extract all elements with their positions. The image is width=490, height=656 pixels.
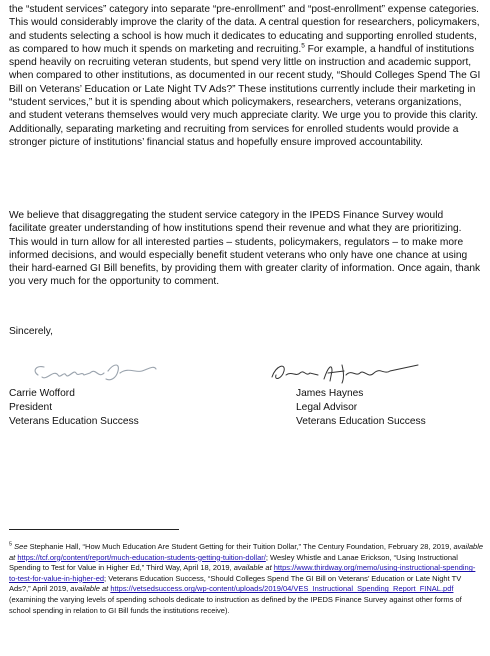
signer-block-haynes [296,387,426,429]
closing: Sincerely, [9,326,53,337]
paragraph-1 [9,3,481,149]
footnote-link-ves-report[interactable]: https://vetsedsuccess.org/wp-content/uploads/2019/04/VES_Instructional_Spending_Report_FINAL.pdf [110,584,454,594]
signer-block-wofford [9,387,139,429]
footnote-link-thirdway[interactable]: https://www.thirdway.org/memo/using-instructional-spending-to-test-for-value-in-higher-ed [9,563,476,583]
signature-james-haynes-icon [266,357,426,387]
paragraph-1-text-a: the “student services” category into separate “pre-enrollment” and “post-enrollment” expense categories. This would considerably improve the clarity of the data. A central question for researchers, policymakers, and students selecting a school is how much it dedicates to educating and supporting enrolled students, as compared to how much it spends on marketing and recruiting. [9,4,480,55]
paragraph-2: We believe that disaggregating the student service category in the IPEDS Finance Survey would facilitate greater understanding of how institutions spend their revenue and what they are prioritizing. This would in turn allow for all interested parties – students, policymakers, regulators – to make more informed decisions, and would especially benefit student veterans who only have one chance at using their hard-earned GI Bill benefits, by providing them with greater clarity of information. Once again, thank you very much for the opportunity to comment. [9,210,481,288]
signer-organization: Veterans Education Success [296,416,426,427]
footnote-divider [9,529,179,530]
footnote-reference[interactable]: 5 [301,42,305,50]
footnote-available-3: available at [70,584,109,594]
signer-organization: Veterans Education Success [9,416,139,427]
footnote [9,542,484,616]
footnote-marker: 5 [9,541,13,548]
footnote-text-2: ; Wesley Whistle and Lanae Erickson, “Using Instructional Spending to Test for Value in Higher Ed,” Third Way, April 18, 2019, [9,552,458,573]
footnote-text-3: ; Veterans Education Success, “Should Colleges Spend The GI Bill on Veterans’ Education or Late Night TV Ads?,” April 2019, [9,573,462,594]
signature-carrie-wofford-icon [24,357,184,387]
footnote-see: See [14,542,28,551]
paragraph-1-text-b: For example, a handful of institutions spend heavily on recruiting veteran students, but spend very little on instruction and academic support, when compared to other institutions, as documented in our recent study, “Should Colleges Spend The GI Bill on Veterans’ Education or Late Night TV Ads?” These institutions currently include their marketing in “student services,” but it is spending about which policymakers, researchers, veterans organizations, and student veterans themselves would very much appreciate clarity. We urge you to provide this clarity. Additionally, separating marketing and recruiting from services for enrolled students would provide a stronger picture of institutions’ financial status and hopefully ensure improved accountability. [9,43,481,148]
footnote-available-2: available at [233,563,272,573]
signer-name: James Haynes [296,388,364,399]
signer-title: President [9,402,53,413]
footnote-text-1: Stephanie Hall, “How Much Education Are Student Getting for their Tuition Dollar,” The Century Foundation, February 28, 2019, [27,542,454,551]
signer-name: Carrie Wofford [9,388,75,399]
footnote-link-tcf[interactable]: https://tcf.org/content/report/much-education-students-getting-tuition-dollar/ [17,552,266,562]
footnote-text-4: (examining the varying levels of spending schools dedicate to instruction as defined by the IPEDS Finance Survey against other forms of school spending in relation to GI Bill funds the institutions receive). [9,594,462,615]
footnote-available-1: available at [9,542,484,562]
signer-title: Legal Advisor [296,402,358,413]
